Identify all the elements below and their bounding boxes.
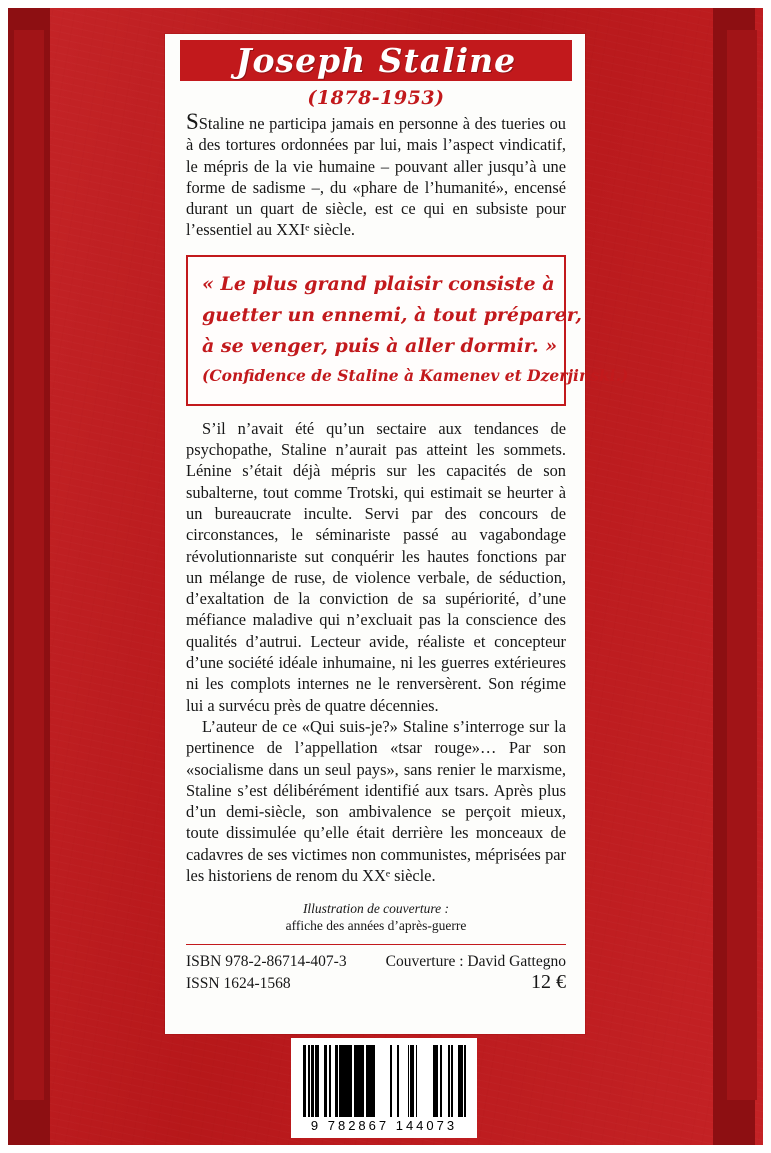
divider-rule	[186, 944, 566, 945]
illustration-credit-line-2: affiche des années d’après-guerre	[285, 918, 467, 934]
drop-cap: S	[186, 109, 199, 134]
paragraph-2: S’il n’avait été qu’un sectaire aux tendances de psychopathe, Staline n’aurait pas atteint les sommets. Lénine s’était déjà mépris sur les capacités de son subalterne, tout comme Trotski, qui estimait se heurter à un bureaucrate inculte. Servi par des concours de circonstances, le séminariste passé au vagabondage révolutionnariste sut conquérir les hautes fonctions par un mélange de ruse, de violence verbale, de séduction, d’exaltation de la conviction de sa supériorité, d’une méfiance maladive qui n’excluait pas la conscience des qualités d’autrui. Lecteur avide, réaliste et concepteur d’une société idéale inhumaine, ni les guerres extérieures ni les complots internes ne le renversèrent. Son régime lui a survécu près de quatre décennies.	[186, 418, 566, 715]
paragraph-3: L’auteur de ce «Qui suis-je?» Staline s’interroge sur la pertinence de l’appellation «tsar rouge»… Par son «socialisme dans un seul pays», sans renier le marxisme, Staline s’est délibérément identifié aux tsars. Après plus d’un demi-siècle, son ambivalence se perçoit mieux, toute dissimulée qu’elle était derrière les monceaux de cadavres de ses victimes non communistes, méprisées par les historiens de renom du XXᵉ siècle.	[186, 716, 566, 886]
title-block	[180, 40, 572, 109]
illustration-credit-line-1: Illustration de couverture :	[302, 901, 450, 917]
illustration-credit	[186, 900, 566, 934]
barcode-bars	[300, 1045, 468, 1117]
pull-quote-box	[186, 255, 629, 406]
quote-line-3: à se venger, puis à aller dormir. »	[202, 334, 558, 357]
issn-value: ISSN 1624-1568	[186, 975, 291, 993]
quote-line-1: « Le plus grand plaisir consiste à	[202, 272, 555, 295]
quote-source: (Confidence de Staline à Kamenev et Dzerjinski.)	[202, 365, 629, 385]
book-title: Joseph Staline	[180, 40, 572, 81]
barcode-digits: 9 782867 144073	[310, 1118, 458, 1133]
isbn-value: ISBN 978-2-86714-407-3	[186, 953, 347, 971]
left-decorative-band-inner	[14, 30, 44, 1100]
barcode	[291, 1038, 477, 1138]
paragraph-1	[186, 109, 566, 241]
isbn-row	[186, 951, 566, 972]
book-title-dates: (1878-1953)	[307, 86, 445, 109]
price-value: 12 €	[531, 971, 566, 994]
cover-credit: Couverture : David Gattegno	[385, 953, 566, 971]
quote-line-2: guetter un ennemi, à tout préparer,	[202, 303, 582, 326]
blurb-body	[186, 109, 629, 994]
paragraph-1-text: Staline ne participa jamais en personne à des tueries ou à des tortures ordonnées par lui, mais l’aspect vindicatif, le mépris de la vie humaine – pouvant aller jusqu’à une forme de sadisme –, du «phare de l’humanité», encensé durant un quart de siècle, est ce qui en subsiste pour l’essentiel au XXIᵉ siècle.	[186, 114, 566, 240]
issn-row	[186, 972, 566, 994]
right-decorative-band-inner	[727, 30, 757, 1100]
